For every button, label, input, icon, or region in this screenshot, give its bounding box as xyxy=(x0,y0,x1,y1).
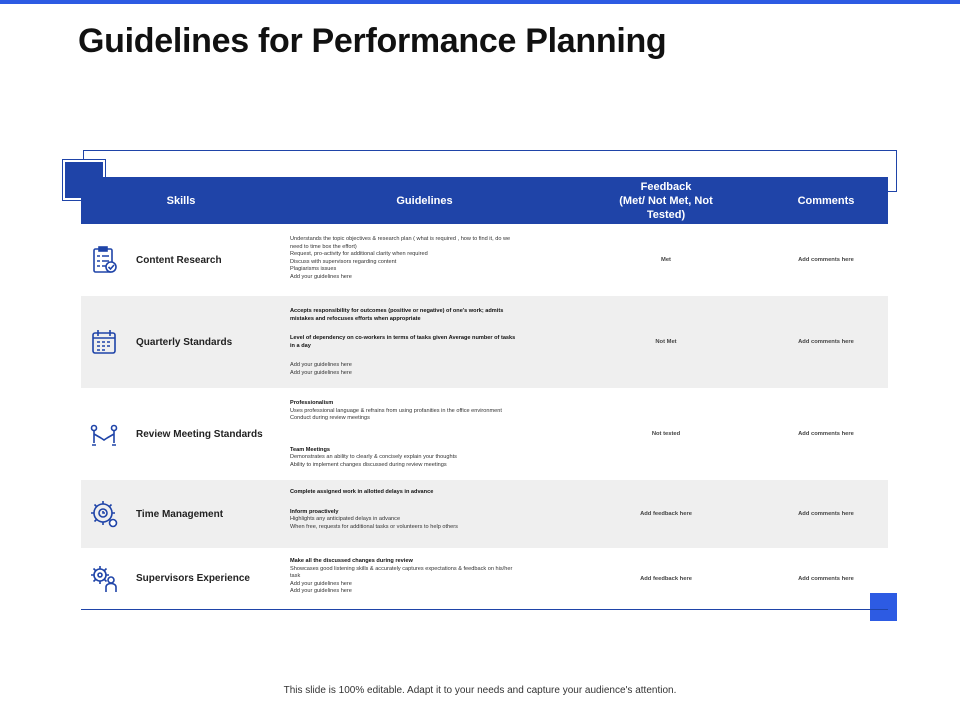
guideline-line: task xyxy=(290,573,301,580)
guideline-line: Add your guidelines here xyxy=(290,273,352,280)
guideline-line: in a day xyxy=(290,342,311,349)
calendar-icon xyxy=(89,327,119,357)
guideline-line: Add your guidelines here xyxy=(290,588,352,595)
header-skills: Skills xyxy=(166,194,196,207)
header-feedback xyxy=(601,177,731,224)
skill-label: Time Management xyxy=(136,508,224,520)
guideline-line: Conduct during review meetings xyxy=(290,415,370,422)
footer-note: This slide is 100% editable. Adapt it to your needs and capture your audience's attention. xyxy=(283,685,677,696)
guideline-line: Add your guidelines here xyxy=(290,369,352,376)
guidelines-text xyxy=(290,400,565,470)
table-row xyxy=(81,296,888,388)
guideline-line: Team Meetings xyxy=(290,446,330,453)
feedback-value: Met xyxy=(661,257,671,263)
feedback-value: Not Met xyxy=(655,339,677,345)
guideline-line: Understands the topic objectives & research plan ( what is required , how to find it, do we xyxy=(290,236,511,242)
top-accent-bar xyxy=(0,0,960,4)
header-feedback-subtitle: (Met/ Not Met, Not Tested) xyxy=(619,194,713,221)
guideline-line: Discuss with supervisors regarding content xyxy=(290,258,397,265)
time-management-icon xyxy=(89,499,119,529)
guideline-line: Ability to implement changes discussed during review meetings xyxy=(290,461,447,468)
feedback-value: Not tested xyxy=(651,431,681,437)
skill-label: Quarterly Standards xyxy=(136,336,233,348)
table-header xyxy=(81,177,888,224)
header-comments: Comments xyxy=(797,194,855,207)
guideline-line: Request, pro-activity for additional clarity when required xyxy=(290,251,428,258)
table-row xyxy=(81,388,888,480)
comments-value: Add comments here xyxy=(798,575,854,582)
guideline-line: mistakes and refocuses efforts when appropriate xyxy=(290,315,421,322)
table-row xyxy=(81,480,888,548)
guideline-line: Inform proactively xyxy=(290,508,339,515)
comments-value: Add comments here xyxy=(798,339,854,345)
skill-label: Content Research xyxy=(136,254,222,266)
skill-label: Supervisors Experience xyxy=(136,573,250,584)
guideline-line: When free, requests for additional tasks or volunteers to help others xyxy=(290,523,458,530)
guideline-line: Add your guidelines here xyxy=(290,580,352,587)
guideline-line: Plagiarisms issues xyxy=(290,266,337,273)
guidelines-text xyxy=(290,489,565,531)
feedback-value: Add feedback here xyxy=(640,511,692,517)
supervisor-gear-icon xyxy=(89,564,119,594)
feedback-value: Add feedback here xyxy=(640,575,692,582)
comments-value: Add comments here xyxy=(798,511,854,517)
comments-value: Add comments here xyxy=(798,431,854,437)
guidelines-text xyxy=(290,308,565,378)
guideline-line: Accepts responsibility for outcomes (positive or negative) of one's work; admits xyxy=(290,308,504,314)
guideline-line: Uses professional language & refrains from using profanities in the office environment xyxy=(290,407,502,414)
guideline-line: Highlights any anticipated delays in advance xyxy=(290,516,401,523)
guideline-line: Level of dependency on co-workers in terms of tasks given Average number of tasks xyxy=(290,335,516,342)
guideline-line: Make all the discussed changes during review xyxy=(290,558,413,564)
table-row xyxy=(81,224,888,296)
header-guidelines: Guidelines xyxy=(396,194,453,207)
skill-label: Review Meeting Standards xyxy=(136,428,263,440)
guideline-line: Professionalism xyxy=(290,400,334,406)
header-feedback-title: Feedback xyxy=(640,180,692,193)
guideline-line: need to time box the effort) xyxy=(290,243,357,250)
guideline-line: Demonstrates an ability to clearly & concisely explain your thoughts xyxy=(290,454,457,461)
page-title: Guidelines for Performance Planning xyxy=(78,22,667,60)
guidelines-text xyxy=(290,236,565,282)
guideline-line: Showcases good listening skills & accurately captures expectations & feedback on his/her xyxy=(290,565,513,572)
checklist-icon xyxy=(89,245,119,275)
guideline-line: Complete assigned work in allotted delays in advance xyxy=(290,489,434,495)
comments-value: Add comments here xyxy=(798,257,854,263)
meeting-icon xyxy=(89,420,119,450)
table-row xyxy=(81,548,888,610)
guideline-line: Add your guidelines here xyxy=(290,362,352,369)
guidelines-text xyxy=(290,558,565,596)
